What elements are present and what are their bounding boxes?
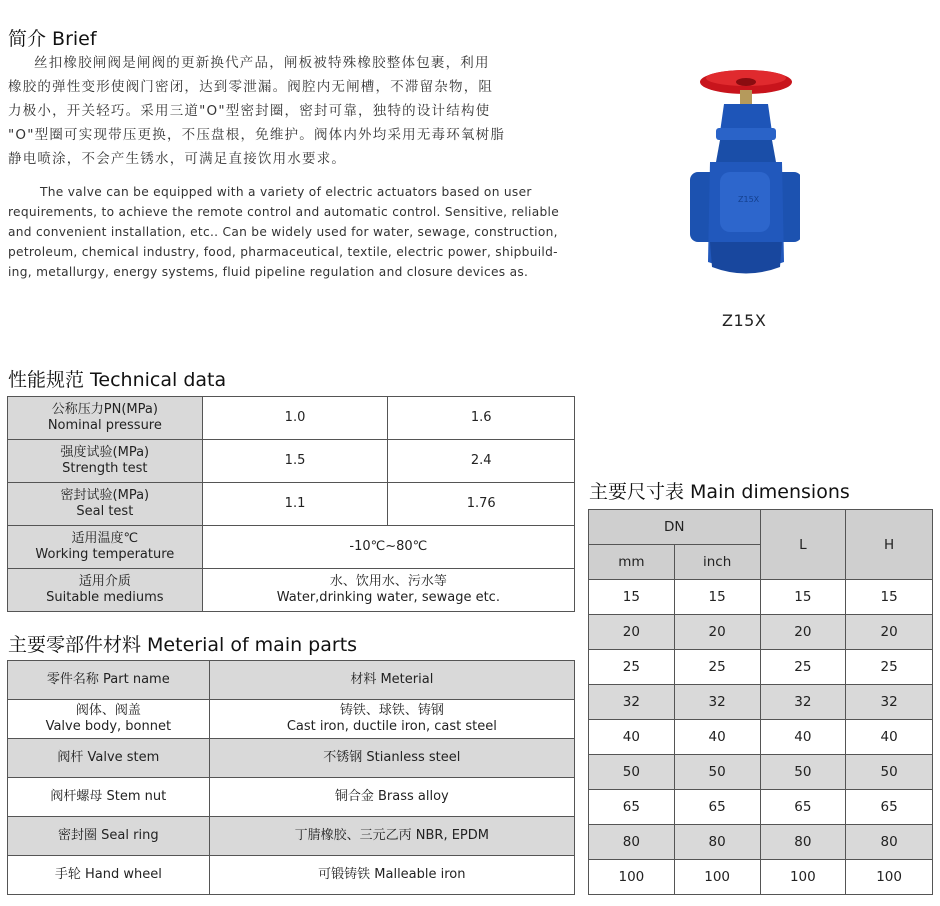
brief-cn-line: 静电喷涂，不会产生锈水，可满足直接饮用水要求。 [8,151,347,167]
brief-en-line: ing, metallurgy, energy systems, fluid pipeline regulation and closure devices as. [8,265,529,279]
column-header: 零件名称 Part name [8,661,210,700]
table-cell: 2.4 [388,440,575,483]
row-label: 适用介质 Suitable mediums [8,569,203,612]
table-cell: 15 [760,580,846,615]
brief-en-line: requirements, to achieve the remote control and automatic control. Sensitive, reliable [8,205,560,219]
table-cell: 40 [846,720,933,755]
table-cell: -10℃~80℃ [202,526,574,569]
table-header-row [8,661,575,700]
brief-heading: 简介 Brief [8,28,97,50]
table-cell: 1.76 [388,483,575,526]
column-header: mm [589,545,675,580]
table-cell: 铜合金 Brass alloy [209,778,574,817]
technical-data-table [7,396,575,612]
materials-table [7,660,575,895]
table-cell: 32 [760,685,846,720]
table-cell: 80 [589,825,675,860]
brief-en-line: petroleum, chemical industry, food, pharmaceutical, textile, electric power, shipbuild- [8,245,558,259]
table-cell: 1.1 [202,483,388,526]
table-cell: 40 [674,720,760,755]
table-cell: 50 [760,755,846,790]
table-cell: 15 [674,580,760,615]
table-cell: 100 [760,860,846,895]
column-header: 材料 Meterial [209,661,574,700]
table-cell: 50 [846,755,933,790]
table-row [589,615,933,650]
technical-heading: 性能规范 Technical data [8,369,227,391]
table-row [589,650,933,685]
table-cell: 32 [674,685,760,720]
table-cell: 可锻铸铁 Malleable iron [209,856,574,895]
table-row [8,397,575,440]
table-cell: 20 [674,615,760,650]
table-cell: 密封圈 Seal ring [8,817,210,856]
table-cell: 手轮 Hand wheel [8,856,210,895]
table-cell: 65 [760,790,846,825]
brief-cn-line: 力极小，开关轻巧。采用三道"O"型密封圈，密封可靠，独特的设计结构使 [8,103,491,119]
row-label: 公称压力PN(MPa) Nominal pressure [8,397,203,440]
column-header: L [760,510,846,580]
table-cell: 1.5 [202,440,388,483]
table-row [8,569,575,612]
dimensions-heading: 主要尺寸表 Main dimensions [589,481,850,503]
table-cell: 20 [846,615,933,650]
table-cell: 1.0 [202,397,388,440]
table-cell: 40 [589,720,675,755]
table-row [8,700,575,739]
table-cell: 50 [589,755,675,790]
table-cell: 40 [760,720,846,755]
table-cell: 80 [846,825,933,860]
table-row [8,817,575,856]
table-cell: 65 [589,790,675,825]
brief-cn-line: 橡胶的弹性变形使阀门密闭，达到零泄漏。阀腔内无闸槽，不滞留杂物，阻 [8,79,494,95]
table-cell: 铸铁、球铁、铸钢 Cast iron, ductile iron, cast steel [209,700,574,739]
table-cell: 20 [589,615,675,650]
table-row [8,440,575,483]
table-cell: 80 [674,825,760,860]
column-header: H [846,510,933,580]
table-cell: 丁腈橡胶、三元乙丙 NBR, EPDM [209,817,574,856]
table-cell: 65 [846,790,933,825]
row-label: 强度试验(MPa) Strength test [8,440,203,483]
table-cell: 25 [846,650,933,685]
product-model-label: Z15X [722,311,767,330]
table-row [8,483,575,526]
table-row [8,778,575,817]
table-row [8,739,575,778]
table-cell: 25 [589,650,675,685]
table-row [8,526,575,569]
table-row [589,580,933,615]
brief-cn-line: 丝扣橡胶闸阀是闸阀的更新换代产品，闸板被特殊橡胶整体包裹，利用 [34,55,490,71]
table-cell: 100 [589,860,675,895]
table-cell: 32 [589,685,675,720]
brief-cn-line: "O"型圈可实现带压更换，不压盘根，免维护。阀体内外均采用无毒环氧树脂 [8,127,506,143]
table-cell: 阀杆螺母 Stem nut [8,778,210,817]
table-cell: 80 [760,825,846,860]
table-cell: 20 [760,615,846,650]
table-cell: 15 [589,580,675,615]
gate-valve-image [680,62,800,292]
row-label: 适用温度℃ Working temperature [8,526,203,569]
table-row [589,825,933,860]
table-cell: 32 [846,685,933,720]
table-cell: 50 [674,755,760,790]
table-cell: 1.6 [388,397,575,440]
column-header: inch [674,545,760,580]
svg-text:Z15X: Z15X [738,195,760,204]
table-cell: 不锈钢 Stianless steel [209,739,574,778]
table-cell: 100 [674,860,760,895]
table-row [589,720,933,755]
brief-en-line: The valve can be equipped with a variety of electric actuators based on user [40,185,532,199]
table-row [589,755,933,790]
table-cell: 水、饮用水、污水等 Water,drinking water, sewage etc. [202,569,574,612]
table-row [8,856,575,895]
table-row [589,860,933,895]
table-header-row [589,510,933,545]
brief-chinese-paragraph [8,51,583,171]
table-cell: 25 [674,650,760,685]
brief-english-paragraph [8,182,588,282]
table-cell: 25 [760,650,846,685]
column-header: DN [589,510,761,545]
table-cell: 65 [674,790,760,825]
table-cell: 阀杆 Valve stem [8,739,210,778]
table-cell: 15 [846,580,933,615]
materials-heading: 主要零部件材料 Meterial of main parts [8,634,358,656]
row-label: 密封试验(MPa) Seal test [8,483,203,526]
table-cell: 阀体、阀盖 Valve body, bonnet [8,700,210,739]
table-row [589,685,933,720]
dimensions-table [588,509,933,895]
brief-en-line: and convenient installation, etc.. Can be widely used for water, sewage, construction, [8,225,558,239]
table-row [589,790,933,825]
table-cell: 100 [846,860,933,895]
